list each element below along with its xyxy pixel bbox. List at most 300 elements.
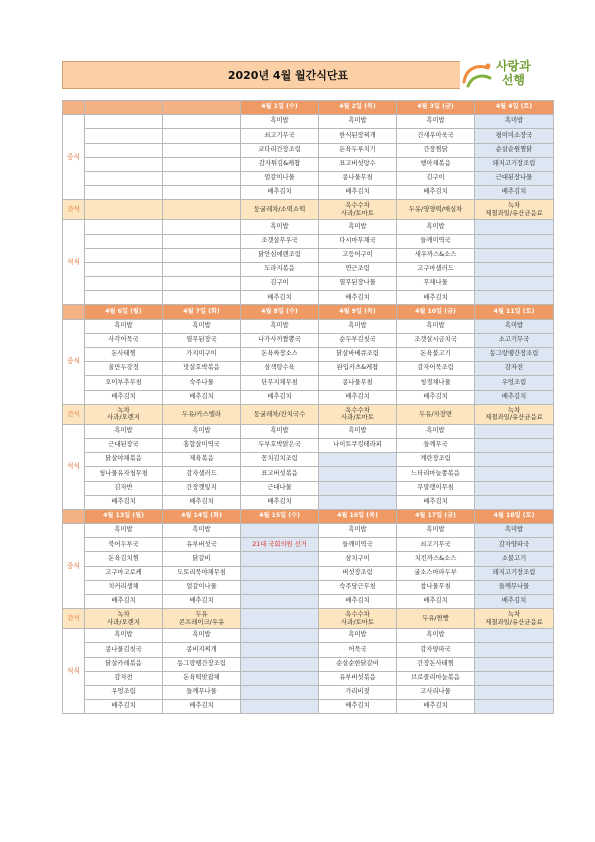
menu-cell [85,234,163,248]
menu-cell: 근대된장국 [85,438,163,452]
menu-cell: 들깨미역국 [397,234,475,248]
menu-cell: 건새우아욱국 [397,129,475,143]
menu-cell [241,524,319,538]
snack-label: 간식 [63,200,85,220]
menu-cell [85,277,163,291]
menu-cell: 흑미밥 [319,220,397,234]
menu-cell: 콩나물김칫국 [85,643,163,657]
day-header: 4월 16일 (목) [319,509,397,523]
menu-cell: 가지미구이 [163,348,241,362]
menu-cell: 감자양파국 [397,643,475,657]
menu-cell: 배추김치 [163,595,241,609]
menu-cell [319,453,397,467]
day-header: 4월 6일 (월) [85,305,163,319]
snack-cell: 두유/카스텔라 [163,404,241,424]
menu-cell: 참나물무침 [397,580,475,594]
menu-cell [319,467,397,481]
menu-cell: 무채나물 [397,277,475,291]
menu-cell: 근대된장나물 [475,171,554,185]
dinner-row [63,685,554,699]
header-corner [63,101,85,115]
menu-cell: 제육볶음 [163,453,241,467]
menu-cell: 배추김치 [319,595,397,609]
menu-cell: 배추김치 [397,700,475,714]
menu-cell: 배추김치 [475,186,554,200]
snack-cell: 둥굴레차/잔치국수 [241,404,319,424]
menu-cell [85,220,163,234]
menu-cell: 감자양파국 [475,538,554,552]
menu-cell [475,438,554,452]
menu-cell: 간장돈사태찜 [397,657,475,671]
menu-cell: 브로콜리마늘볶음 [397,671,475,685]
menu-cell: 배추김치 [319,390,397,404]
day-header: 4월 17일 (금) [397,509,475,523]
menu-cell: 배추김치 [241,495,319,509]
menu-cell: 배추김치 [397,186,475,200]
week-header-row [63,305,554,319]
menu-cell [163,234,241,248]
menu-cell: 흑미밥 [397,629,475,643]
menu-cell: 들깨미역국 [319,538,397,552]
week-header-row [63,509,554,523]
menu-cell: 표고버섯볶음 [241,467,319,481]
menu-cell: 흑미밥 [163,524,241,538]
menu-cell [241,566,319,580]
menu-cell: 흑미밥 [241,115,319,129]
menu-cell: 배추김치 [475,595,554,609]
menu-cell: 들깨무나물 [475,580,554,594]
menu-cell [475,262,554,276]
lunch-row [63,552,554,566]
snack-cell: 옥수수차 사과/토마토 [319,609,397,629]
menu-cell: 배추김치 [397,595,475,609]
lunch-row [63,390,554,404]
menu-cell: 돈육짜장소스 [241,348,319,362]
snack-label: 간식 [63,609,85,629]
menu-cell: 돈육두루치기 [319,143,397,157]
menu-cell: 오이부추무침 [85,376,163,390]
lunch-row [63,129,554,143]
snack-cell: 녹차 사과/오렌지 [85,404,163,424]
menu-cell [85,115,163,129]
menu-cell [85,186,163,200]
menu-cell: 배추김치 [241,186,319,200]
dinner-row [63,453,554,467]
snack-cell: 두유 콘프레이크/우유 [163,609,241,629]
menu-cell: 소고기무국 [475,333,554,347]
menu-cell [163,220,241,234]
menu-cell: 나이트쿠킹테라피 [319,438,397,452]
lunch-row [63,333,554,347]
menu-cell: 흑미밥 [319,115,397,129]
menu-cell [475,453,554,467]
menu-cell: 배추김치 [85,595,163,609]
lunch-row [63,580,554,594]
header-corner [63,509,85,523]
menu-cell [475,291,554,305]
menu-cell: 순살순한닭갈비 [319,657,397,671]
menu-cell: 돈육불고기 [397,348,475,362]
menu-cell: 흑미밥 [397,220,475,234]
menu-cell [475,685,554,699]
snack-row [63,404,554,424]
menu-cell [163,171,241,185]
logo-line2: 선행 [501,73,525,87]
logo-line1: 사랑과 [496,59,531,73]
menu-cell [319,495,397,509]
menu-cell: 가리비젓 [319,685,397,699]
snack-cell [241,609,319,629]
lunch-row [63,157,554,171]
menu-cell: 흑미밥 [397,424,475,438]
menu-cell [163,262,241,276]
menu-cell [475,643,554,657]
menu-cell [85,129,163,143]
menu-cell: 흑미밥 [475,319,554,333]
menu-cell [475,671,554,685]
menu-cell: 단무지채무침 [241,376,319,390]
menu-cell: 북어두부국 [85,538,163,552]
menu-cell: 닭살야채볶음 [85,453,163,467]
menu-cell: 고구마샐러드 [397,262,475,276]
lunch-row [63,348,554,362]
menu-cell: 흑미밥 [319,629,397,643]
menu-cell: 흑미밥 [85,424,163,438]
menu-cell [475,277,554,291]
lunch-label: 중식 [63,319,85,404]
menu-cell [475,424,554,438]
dinner-label: 석식 [63,220,85,305]
day-header: 4월 14일 (화) [163,509,241,523]
menu-cell: 버섯장조림 [319,566,397,580]
header-corner [63,305,85,319]
day-header: 4월 10일 (금) [397,305,475,319]
menu-cell: 21대 국회의원 선거 [241,538,319,552]
menu-cell: 배추김치 [241,291,319,305]
menu-cell [241,700,319,714]
menu-cell: 돼지고기장조림 [475,566,554,580]
menu-cell: 흑미밥 [475,115,554,129]
menu-cell: 배추김치 [397,495,475,509]
menu-cell: 배추김치 [319,700,397,714]
snack-cell: 옥수수차 사과/토마토 [319,404,397,424]
menu-cell [241,629,319,643]
lunch-row [63,115,554,129]
menu-cell: 고구마고로케 [85,566,163,580]
menu-cell: 한식된장찌개 [319,129,397,143]
menu-cell: 흑미밥 [85,319,163,333]
menu-cell: 돈육떡맞잡채 [163,671,241,685]
menu-cell: 치커리생채 [85,580,163,594]
dinner-row [63,657,554,671]
menu-cell: 근대나물 [241,481,319,495]
day-header: 4월 1일 (수) [241,101,319,115]
dinner-row [63,700,554,714]
menu-cell: 순두부김칫국 [319,333,397,347]
menu-cell [85,143,163,157]
menu-cell: 콩나물무침 [319,376,397,390]
menu-cell [475,467,554,481]
menu-cell: 어묵국 [319,643,397,657]
menu-cell: 콩나물무침 [319,171,397,185]
menu-cell: 조갯살시금치국 [397,333,475,347]
snack-cell: 둥굴레차/소떡소떡 [241,200,319,220]
menu-cell: 닭살바베큐조림 [319,348,397,362]
menu-cell: 김구이 [397,171,475,185]
menu-cell: 삼치구이 [319,552,397,566]
menu-cell [475,700,554,714]
snack-cell: 녹차 제철과일/유산균음료 [475,609,554,629]
menu-cell: 청경채나물 [397,376,475,390]
menu-cell: 돈육김치찜 [85,552,163,566]
dinner-row [63,234,554,248]
menu-cell [475,481,554,495]
menu-cell: 배추김치 [319,291,397,305]
menu-cell: 배추김치 [397,291,475,305]
menu-cell: 조갯살무우국 [241,234,319,248]
menu-cell: 순살순원찜닭 [475,143,554,157]
dinner-row [63,643,554,657]
menu-cell: 닭갈비 [163,552,241,566]
menu-cell: 감자전 [85,671,163,685]
logo-icon [460,58,496,92]
menu-cell: 흑미밥 [241,424,319,438]
menu-cell: 흑미밥 [163,319,241,333]
menu-cell: 배추김치 [319,186,397,200]
menu-table [62,100,554,714]
snack-cell: 두유/찐빵 [397,609,475,629]
menu-cell: 삼색탕수육 [241,362,319,376]
menu-cell: 간장깻잎지 [163,481,241,495]
menu-cell [163,291,241,305]
menu-cell: 얼갈이나물 [163,580,241,594]
menu-cell: 돈사태찜 [85,348,163,362]
dinner-row [63,481,554,495]
day-header: 4월 9일 (목) [319,305,397,319]
day-header: 4월 3일 (금) [397,101,475,115]
snack-cell: 녹차 제철과일/유산균음료 [475,200,554,220]
title-text: 2020년 4월 월간식단표 [227,69,349,82]
day-header: 4월 7일 (화) [163,305,241,319]
lunch-row [63,538,554,552]
menu-cell: 홍합살미역국 [163,438,241,452]
menu-cell: 닭안심에렌조림 [241,248,319,262]
menu-cell: 배추김치 [475,390,554,404]
lunch-row [63,566,554,580]
menu-cell [241,580,319,594]
menu-cell: 흑미밥 [163,629,241,643]
menu-cell: 닭살카레볶음 [85,657,163,671]
menu-cell [475,234,554,248]
snack-cell: 두유/자장면 [397,404,475,424]
lunch-row [63,524,554,538]
menu-cell [241,657,319,671]
menu-cell [241,685,319,699]
menu-cell: 김구이 [241,277,319,291]
menu-cell [163,157,241,171]
dinner-row [63,262,554,276]
menu-cell: 배추김치 [85,700,163,714]
menu-cell: 돼지고기장조림 [475,157,554,171]
lunch-row [63,376,554,390]
menu-cell: 소불고기 [475,552,554,566]
menu-cell: 배추김치 [163,495,241,509]
menu-cell: 배추김치 [397,390,475,404]
menu-cell: 치킨까스&소스 [397,552,475,566]
menu-cell [163,186,241,200]
dinner-row [63,629,554,643]
menu-cell: 연근조림 [319,262,397,276]
menu-cell: 우엉조림 [85,685,163,699]
menu-cell [163,129,241,143]
menu-cell [241,552,319,566]
lunch-row [63,186,554,200]
dinner-row [63,671,554,685]
dinner-row [63,438,554,452]
menu-cell: 흑미밥 [319,424,397,438]
menu-cell: 고등어구이 [319,248,397,262]
menu-cell: 계란장조림 [397,453,475,467]
menu-cell [163,277,241,291]
menu-cell: 숙주나물 [163,376,241,390]
menu-cell [241,595,319,609]
snack-cell: 녹차 사과/오렌지 [85,609,163,629]
menu-cell: 배추김치 [85,390,163,404]
day-header: 4월 15일 (수) [241,509,319,523]
menu-cell: 흑미밥 [319,319,397,333]
dinner-row [63,220,554,234]
dinner-label: 석식 [63,424,85,509]
menu-cell: 우엉조림 [475,376,554,390]
menu-cell: 도토리묵야채무침 [163,566,241,580]
menu-cell [163,115,241,129]
menu-cell: 나가사끼짬뽕국 [241,333,319,347]
snack-cell [85,200,163,220]
snack-cell: 두유/영양떡/매실차 [397,200,475,220]
menu-cell: 들깨무국 [397,438,475,452]
lunch-row [63,171,554,185]
lunch-row [63,319,554,333]
menu-cell: 흑미밥 [163,424,241,438]
day-header: 4월 2일 (목) [319,101,397,115]
dinner-row [63,467,554,481]
menu-cell [163,248,241,262]
menu-cell: 간장찜닭 [397,143,475,157]
day-header: 4월 18일 (토) [475,509,554,523]
snack-row [63,200,554,220]
day-header [85,101,163,115]
menu-cell: 배추김치 [163,700,241,714]
menu-cell: 들깨무나물 [163,685,241,699]
snack-cell [163,200,241,220]
day-header: 4월 4일 (토) [475,101,554,115]
menu-cell [475,629,554,643]
menu-cell: 청나물유자청무침 [85,467,163,481]
menu-cell: 굴소스마파두부 [397,566,475,580]
menu-cell [319,481,397,495]
menu-cell: 고사리나물 [397,685,475,699]
menu-cell: 열무된장국 [163,333,241,347]
lunch-label: 중식 [63,115,85,200]
menu-cell: 배추김치 [163,390,241,404]
menu-cell: 흑미밥 [397,115,475,129]
menu-cell: 감자샐러드 [163,467,241,481]
menu-cell: 쇠고기무국 [397,538,475,552]
dinner-row [63,277,554,291]
menu-cell: 느타리마늘쫑볶음 [397,467,475,481]
menu-cell [241,643,319,657]
menu-cell: 평이미소장국 [475,129,554,143]
menu-cell: 동그랑땡간장조림 [475,348,554,362]
menu-cell: 배추김치 [241,390,319,404]
menu-cell: 흑미밥 [397,319,475,333]
menu-cell [475,220,554,234]
dinner-row [63,248,554,262]
menu-cell: 흑미밥 [241,319,319,333]
menu-cell: 무말랭이무침 [397,481,475,495]
menu-cell: 다시마무채국 [319,234,397,248]
menu-cell: 감자어묵조림 [397,362,475,376]
menu-cell [85,171,163,185]
day-header: 4월 8일 (수) [241,305,319,319]
menu-cell: 쇠고기무국 [241,129,319,143]
menu-cell: 행아채볶음 [397,157,475,171]
menu-cell: 배추김치 [85,495,163,509]
menu-cell [241,671,319,685]
menu-cell: 완입카츠&케찹 [319,362,397,376]
menu-cell [475,248,554,262]
day-header: 4월 11일 (토) [475,305,554,319]
snack-cell: 옥수수차 사과/토마토 [319,200,397,220]
menu-cell: 코다리간장조림 [241,143,319,157]
menu-cell: 꽁치김치조림 [241,453,319,467]
lunch-label: 중식 [63,524,85,609]
menu-cell [85,291,163,305]
menu-cell: 표고버섯탕수 [319,157,397,171]
menu-cell [85,157,163,171]
menu-cell: 흑미밥 [319,524,397,538]
dinner-row [63,495,554,509]
lunch-row [63,143,554,157]
menu-cell: 콩비지찌개 [163,643,241,657]
menu-cell: 감자전 [475,362,554,376]
week-header-row [63,101,554,115]
menu-cell: 김자반 [85,481,163,495]
snack-label: 간식 [63,404,85,424]
menu-cell: 숙주당근무침 [319,580,397,594]
menu-cell: 도라지볶음 [241,262,319,276]
menu-cell: 흑미밥 [85,524,163,538]
menu-cell: 흑미밥 [475,524,554,538]
menu-cell: 감자튀김&케찹 [241,157,319,171]
lunch-row [63,362,554,376]
menu-cell [85,262,163,276]
dinner-row [63,291,554,305]
menu-cell [163,143,241,157]
menu-cell: 사각어묵국 [85,333,163,347]
snack-row [63,609,554,629]
menu-cell: 흑미밥 [397,524,475,538]
page-title [62,61,514,89]
menu-cell [475,495,554,509]
menu-cell: 얼갈이나물 [241,171,319,185]
snack-cell: 녹차 제철과일/유산균음료 [475,404,554,424]
menu-cell: 맛살호박볶음 [163,362,241,376]
menu-cell: 흑미밥 [241,220,319,234]
menu-cell [475,657,554,671]
menu-cell: 열무된장나물 [319,277,397,291]
lunch-row [63,595,554,609]
